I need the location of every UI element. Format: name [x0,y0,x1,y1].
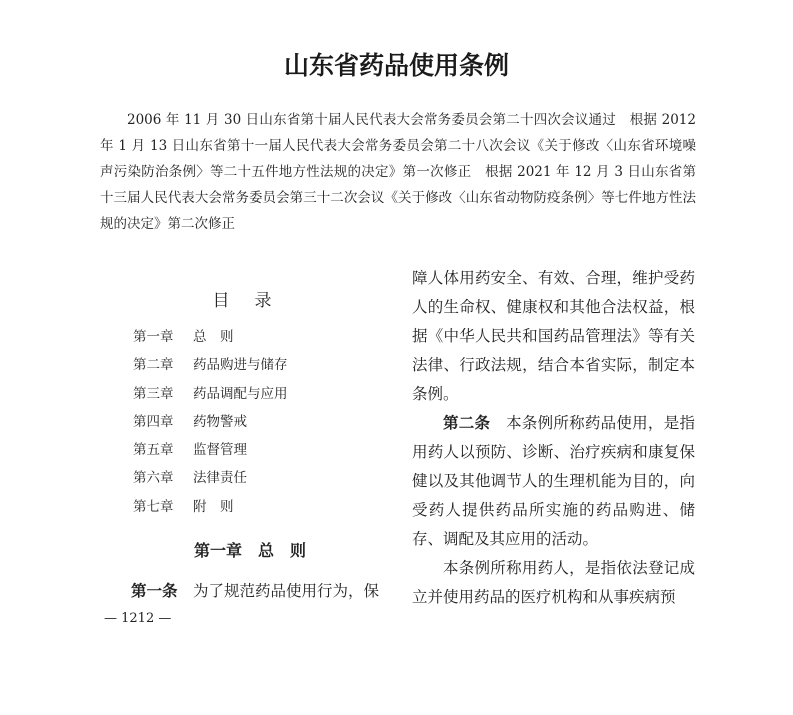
toc-chapter-title: 总 则 [193,329,234,345]
toc-chapter-title: 药品购进与储存 [193,357,288,374]
preamble-text: 2006 年 11 月 30 日山东省第十届人民代表大会常务委员会第二十四次会议通过 根据 2012 年 1 月 13 日山东省第十一届人民代表大会常务委员会第二十八次会议《关于修改〈山东省环境噪声污染防治条例〉等二十五件地方性法规的决定》第一次修正 根据 2021 年 12 月 3 日山东省第十三届人民代表大会常务委员会第三十二次会议《关于修改〈山东省动物防疫条例〉等七件地方性法规的决定》第二次修正 [100,112,696,232]
article-label: 第一条 [131,582,178,600]
right-column [412,264,695,612]
toc-chapter-title: 药品调配与应用 [193,385,288,402]
article-2-paragraph-2: 本条例所称用药人，是指依法登记成立并使用药品的医疗机构和从事疾病预 [412,559,695,606]
toc-chapter-number: 第五章 [133,442,174,459]
toc-item [133,496,393,524]
toc-chapter-number: 第七章 [133,498,174,515]
toc-item [133,467,393,495]
toc-item [133,383,393,411]
article-2 [412,409,695,554]
toc-item [133,411,393,439]
toc-chapter-title: 法律责任 [193,470,247,487]
toc-chapter-number: 第二章 [133,357,174,374]
toc-chapter-number: 第一章 [133,329,174,345]
toc-chapter-number: 第六章 [133,470,174,487]
article-text: 为了规范药品使用行为，保 [193,582,380,600]
document-title: 山东省药品使用条例 [283,51,509,80]
toc-item [133,354,393,382]
toc-item [133,326,393,354]
chapter-heading: 第一章 总 则 [193,541,306,560]
preamble [100,107,696,237]
toc-item [133,439,393,467]
article-1-start [131,580,401,602]
table-of-contents [133,326,393,524]
page-number: — 1212 — [104,611,172,626]
article-text: 本条例所称药品使用，是指用药人以预防、诊断、治疗疾病和康复保健以及其他调节人的生理机能为目的，向受药人提供药品所实施的药品购进、储存、调配及其应用的活动。 [412,414,695,548]
toc-chapter-number: 第三章 [133,385,174,402]
toc-chapter-title: 附 则 [193,498,234,515]
toc-heading: 目 录 [212,291,276,311]
article-label: 第二条 [443,414,491,432]
toc-chapter-title: 监督管理 [193,442,247,459]
toc-chapter-number: 第四章 [133,413,174,430]
toc-chapter-title: 药物警戒 [193,413,247,430]
article-1-continuation: 障人体用药安全、有效、合理，维护受药人的生命权、健康权和其他合法权益，根据《中华人民共和国药品管理法》等有关法律、行政法规，结合本省实际，制定本条例。 [412,269,695,403]
